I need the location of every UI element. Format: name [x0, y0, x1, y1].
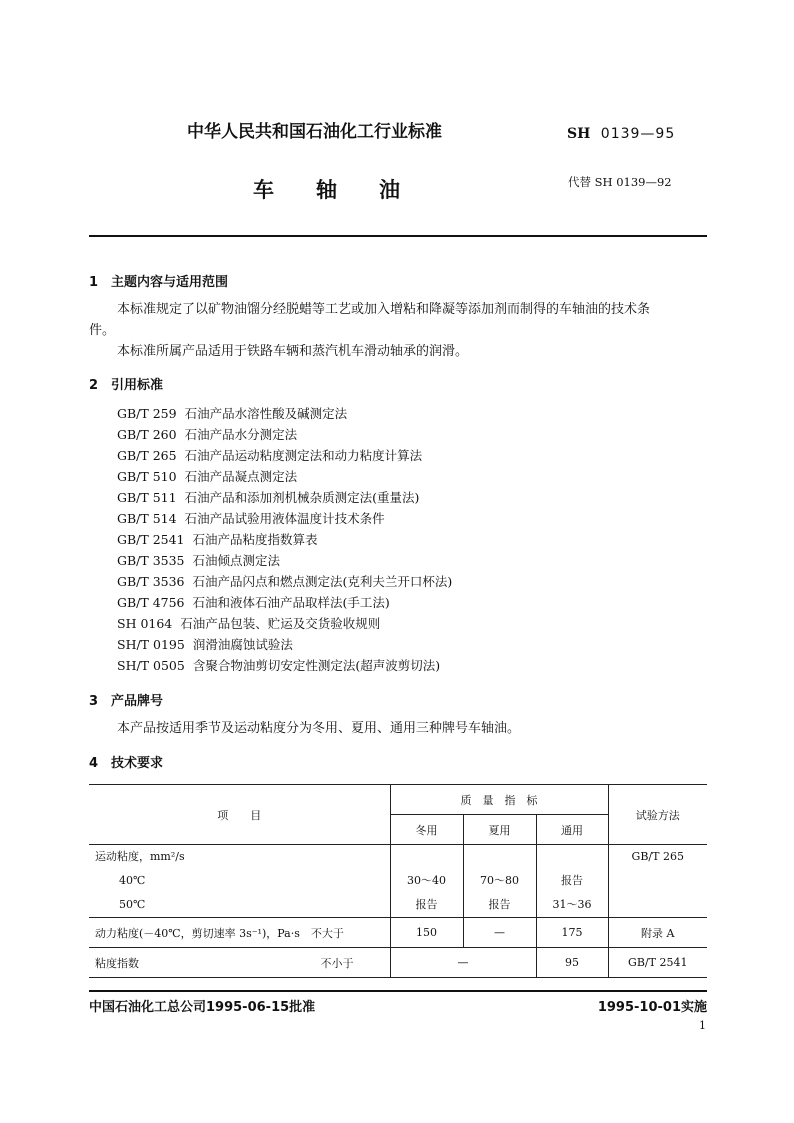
viscosity-index-limit: 不小于 — [320, 956, 354, 970]
reference-item: GB/T 2541 石油产品粘度指数算表 — [117, 532, 318, 547]
reference-item: GB/T 4756 石油和液体石油产品取样法(手工法) — [117, 595, 390, 610]
standard-number — [567, 126, 675, 142]
reference-item: GB/T 260 石油产品水分测定法 — [117, 427, 298, 442]
reference-item: GB/T 511 石油产品和添加剂机械杂质测定法(重量法) — [117, 490, 420, 505]
vi-method: GB/T 2541 — [608, 948, 707, 978]
vi-general: 95 — [536, 948, 608, 978]
kv-40-general: 报告 — [561, 874, 583, 887]
kv-50-winter: 报告 — [415, 898, 438, 911]
reference-item: GB/T 259 石油产品水溶性酸及碱测定法 — [117, 406, 348, 421]
dv-summer: — — [463, 918, 536, 948]
temp-40-label: 40℃ — [119, 874, 146, 887]
kv-40-summer: 70～80 — [480, 874, 519, 887]
kinematic-viscosity-cell — [89, 845, 390, 918]
kv-50-general: 31～36 — [552, 898, 592, 911]
section-3-paragraph: 本产品按适用季节及运动粘度分为冬用、夏用、通用三种牌号车轴油。 — [117, 721, 521, 736]
reference-item: GB/T 510 石油产品凝点测定法 — [117, 469, 298, 484]
header-item: 项 目 — [89, 785, 390, 845]
approval-line: 中国石油化工总公司1995-06-15批准 — [89, 1000, 316, 1015]
section-1-heading: 1 主题内容与适用范围 — [89, 275, 229, 290]
section-3-heading: 3 产品牌号 — [89, 694, 164, 709]
reference-item: SH 0164 石油产品包装、贮运及交货验收规则 — [117, 616, 381, 631]
header-divider — [89, 235, 707, 237]
kv-method-cell — [608, 845, 707, 918]
section-1-paragraph-2: 本标准所属产品适用于铁路车辆和蒸汽机车滑动轴承的润滑。 — [117, 344, 469, 359]
document-title: 车 轴 油 — [253, 178, 400, 202]
reference-item: GB/T 265 石油产品运动粘度测定法和动力粘度计算法 — [117, 448, 423, 463]
specification-table — [89, 784, 707, 978]
vi-winter-summer: — — [390, 948, 536, 978]
page-number: 1 — [699, 1019, 706, 1032]
header-winter: 冬用 — [390, 815, 463, 845]
reference-item: SH/T 0505 含聚合物油剪切安定性测定法(超声波剪切法) — [117, 658, 441, 673]
viscosity-index-label: 粘度指数 — [95, 956, 139, 970]
dv-method: 附录 A — [608, 918, 707, 948]
kv-method: GB/T 265 — [631, 850, 684, 863]
section-1-paragraph-1-line-1: 本标准规定了以矿物油馏分经脱蜡等工艺或加入增粘和降凝等添加剂而制得的车轴油的技术条 — [117, 302, 651, 317]
header-test-method: 试验方法 — [608, 785, 707, 845]
kv-40-winter: 30～40 — [407, 874, 446, 887]
table-row — [89, 948, 707, 978]
effective-date: 1995-10-01实施 — [597, 1000, 707, 1015]
kv-general-cell — [536, 845, 608, 918]
table-row — [89, 918, 707, 948]
header-summer: 夏用 — [463, 815, 536, 845]
kv-winter-cell — [390, 845, 463, 918]
kv-50-summer: 报告 — [488, 898, 511, 911]
section-1-paragraph-1-line-2: 件。 — [89, 323, 116, 338]
dynamic-viscosity-label: 动力粘度(－40℃，剪切速率 3s⁻¹)，Pa·s 不大于 — [89, 918, 390, 948]
replaces-note: 代替 SH 0139—92 — [568, 175, 672, 189]
standard-code: 0139—95 — [600, 126, 676, 142]
temp-50-label: 50℃ — [119, 898, 146, 911]
org-standard-title: 中华人民共和国石油化工行业标准 — [187, 122, 442, 142]
viscosity-index-cell — [89, 948, 390, 978]
header-general: 通用 — [536, 815, 608, 845]
table-row — [89, 845, 707, 918]
reference-item: GB/T 3536 石油产品闪点和燃点测定法(克利夫兰开口杯法) — [117, 574, 453, 589]
kinematic-viscosity-label: 运动粘度，mm²/s — [95, 850, 185, 863]
header-quality-index: 质 量 指 标 — [390, 785, 608, 815]
footer-divider — [89, 990, 707, 992]
reference-item: GB/T 3535 石油倾点测定法 — [117, 553, 281, 568]
reference-item: GB/T 514 石油产品试验用液体温度计技术条件 — [117, 511, 385, 526]
dv-winter: 150 — [390, 918, 463, 948]
reference-item: SH/T 0195 润滑油腐蚀试验法 — [117, 637, 293, 652]
kv-summer-cell — [463, 845, 536, 918]
dv-general: 175 — [536, 918, 608, 948]
standard-prefix: SH — [567, 126, 591, 142]
section-4-heading: 4 技术要求 — [89, 756, 164, 771]
section-2-heading: 2 引用标准 — [89, 378, 164, 393]
